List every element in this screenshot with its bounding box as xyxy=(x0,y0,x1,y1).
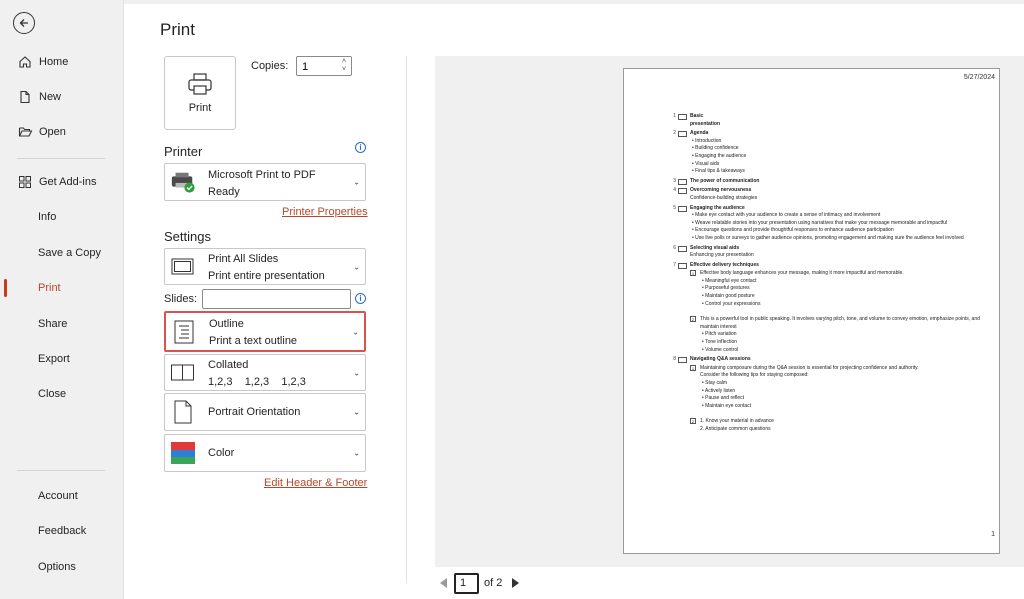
outline-bullet: • Final tips & takeaways xyxy=(690,168,988,176)
chevron-down-icon: ⌄ xyxy=(353,407,360,417)
slides-input[interactable] xyxy=(203,291,348,309)
current-page-input[interactable]: 1 xyxy=(454,573,479,594)
slide-number: 3 xyxy=(673,177,676,184)
placeholder-number: 2 xyxy=(691,317,695,323)
edit-header-footer-link[interactable]: Edit Header & Footer xyxy=(264,477,368,489)
outline-bullet: • Use live polls or surveys to gather audience opinions, promoting engagement and making sure the audience feel involved xyxy=(690,235,988,243)
slide-title: Engaging the audience xyxy=(690,204,745,211)
previous-page-icon[interactable] xyxy=(440,578,447,588)
outline-slide xyxy=(668,113,988,128)
outline-bullet: • Make eye contact with your audience to create a sense of intimacy and involvement xyxy=(690,212,988,220)
slide-thumbnail-icon xyxy=(678,114,687,120)
copies-spin-buttons[interactable] xyxy=(339,58,349,74)
next-page-icon[interactable] xyxy=(512,578,519,588)
slide-number: 4 xyxy=(673,187,676,194)
top-strip xyxy=(124,0,1024,4)
back-button[interactable] xyxy=(13,12,35,34)
print-button[interactable] xyxy=(164,56,236,130)
outline-bullet: • Pitch variation xyxy=(700,331,988,339)
slide-thumbnail-icon xyxy=(678,357,687,363)
chevron-down-icon: ⌄ xyxy=(353,368,360,377)
slides-field[interactable] xyxy=(202,289,351,309)
outline-bullet: • Stay calm xyxy=(700,380,988,388)
slide-number: 6 xyxy=(673,244,676,251)
outline-line: Maintaining composure during the Q&A session is essential for projecting confidence and authority. xyxy=(700,364,919,371)
outline-placeholder xyxy=(690,365,988,411)
chevron-down-icon: ⌄ xyxy=(352,327,359,336)
portrait-page-icon xyxy=(170,398,196,426)
outline-gap xyxy=(690,308,988,315)
placeholder-number: 2 xyxy=(691,419,695,425)
slide-title: Navigating Q&A sessions xyxy=(690,356,751,363)
folder-open-icon xyxy=(17,124,33,140)
slide-number: 7 xyxy=(673,261,676,268)
outline-slide xyxy=(668,178,988,186)
print-preview-pane xyxy=(435,56,1024,567)
printer-properties-link[interactable]: Printer Properties xyxy=(282,206,368,218)
settings-heading: Settings xyxy=(164,229,211,244)
nav-share[interactable]: Share xyxy=(38,318,68,330)
copies-stepper[interactable] xyxy=(296,56,352,76)
orientation-dropdown[interactable]: Portrait Orientation ⌄ xyxy=(164,393,366,431)
slide-title: Selecting visual aids xyxy=(690,244,740,251)
panel-divider xyxy=(406,56,407,583)
backstage-nav xyxy=(0,0,124,599)
outline-bullet: • Visual aids xyxy=(690,161,988,169)
info-icon[interactable]: i xyxy=(355,293,366,304)
outline-slide xyxy=(668,245,988,260)
outline-bullet: • Maintain good posture xyxy=(700,293,988,301)
slide-thumbnail-icon xyxy=(678,263,687,269)
outline-gap xyxy=(690,410,988,417)
slide-number: 5 xyxy=(673,204,676,211)
back-arrow-icon xyxy=(18,17,30,29)
outline-content xyxy=(668,113,988,436)
nav-home[interactable]: Home xyxy=(0,47,124,77)
printer-heading: Printer xyxy=(164,144,203,159)
slide-title: Agenda xyxy=(690,130,709,137)
outline-line: Effective body language enhances your message, making it more impactful and memorable. xyxy=(700,270,904,277)
nav-get-add-ins[interactable]: Get Add-ins xyxy=(0,167,124,197)
page-date: 5/27/2024 xyxy=(963,74,995,81)
outline-slide xyxy=(668,262,988,355)
nav-feedback[interactable]: Feedback xyxy=(38,525,87,537)
slide-number: 2 xyxy=(673,130,676,137)
printer-ready-icon xyxy=(170,168,196,196)
outline-bullet: • Pause and reflect xyxy=(700,395,988,403)
new-document-icon xyxy=(17,89,33,105)
outline-bullet: • Purposeful gestures xyxy=(700,285,988,293)
placeholder-number: 1 xyxy=(691,365,695,371)
nav-open[interactable]: Open xyxy=(0,117,124,147)
page-count-label: of 2 xyxy=(484,577,503,589)
nav-separator xyxy=(17,470,105,471)
outline-bullet: • Weave relatable stories into your presentation using narratives that make your message memorable and impactful xyxy=(690,220,988,228)
chevron-down-icon: ⌄ xyxy=(353,262,360,271)
slides-stack-icon xyxy=(170,253,196,281)
page-navigator xyxy=(435,572,519,594)
outline-placeholder xyxy=(690,418,988,433)
copies-label: Copies: xyxy=(251,60,289,72)
outline-bullet: • Engaging the audience xyxy=(690,153,988,161)
outline-line: This is a powerful tool in public speaking. It involves varying pitch, tone, and volume to convey emotion, emphasize points, and maintain interest xyxy=(700,316,980,330)
outline-slide xyxy=(668,130,988,176)
outline-line: 2. Anticipate common questions xyxy=(700,425,771,432)
preview-page xyxy=(623,68,1000,554)
print-layout-dropdown[interactable]: Outline Print a text outline ⌄ xyxy=(164,311,366,352)
page-title: Print xyxy=(160,20,195,39)
color-swatch-icon xyxy=(170,439,196,467)
outline-bullet: • Tone inflection xyxy=(700,339,988,347)
slide-title: The power of communication xyxy=(690,177,760,184)
page-number: 1 xyxy=(991,531,995,538)
printer-icon xyxy=(187,72,213,96)
slide-title: Basic xyxy=(690,113,704,119)
nav-options[interactable]: Options xyxy=(38,561,76,573)
chevron-down-icon[interactable]: ˅ xyxy=(341,66,347,73)
outline-line: Confidence-building strategies xyxy=(690,194,758,201)
outline-bullet: • Actively listen xyxy=(700,388,988,396)
outline-bullet: • Encourage questions and provide thoughtful responses to enhance audience participation xyxy=(690,227,988,235)
slide-thumbnail-icon xyxy=(678,131,687,137)
slide-thumbnail-icon xyxy=(678,188,687,194)
outline-line: Consider the following tips for staying composed: xyxy=(700,372,809,379)
nav-separator xyxy=(17,158,105,159)
collated-icon xyxy=(170,359,196,387)
printer-dropdown[interactable] xyxy=(164,163,366,201)
nav-print[interactable]: Print xyxy=(0,273,124,303)
collation-dropdown[interactable]: Collated 1,2,3 1,2,3 1,2,3 ⌄ xyxy=(164,354,366,391)
placeholder-number: 1 xyxy=(691,271,695,277)
chevron-down-icon: ⌄ xyxy=(353,177,360,187)
grid-icon xyxy=(17,174,33,190)
chevron-down-icon: ⌄ xyxy=(353,448,360,458)
outline-bullet: • Building confidence xyxy=(690,145,988,153)
print-button-label: Print xyxy=(188,102,212,114)
printer-status: Ready xyxy=(208,186,240,198)
print-range-dropdown[interactable]: Print All Slides Print entire presentation ⌄ xyxy=(164,248,366,285)
slide-thumbnail-icon xyxy=(678,246,687,252)
outline-line: 1. Know your material in advance xyxy=(700,418,774,425)
nav-save-a-copy[interactable]: Save a Copy xyxy=(38,247,101,259)
chevron-up-icon[interactable]: ˄ xyxy=(341,58,347,65)
info-icon[interactable]: i xyxy=(355,142,366,153)
slide-title: Effective delivery techniques xyxy=(690,261,759,268)
nav-info[interactable]: Info xyxy=(38,211,57,223)
outline-bullet: • Volume control xyxy=(700,347,988,355)
outline-bullet: • Meaningful eye contact xyxy=(700,278,988,286)
slide-title: presentation xyxy=(690,120,721,127)
outline-placeholder xyxy=(690,316,988,354)
outline-slide xyxy=(668,187,988,202)
outline-bullet: • Introduction xyxy=(690,138,988,146)
slide-thumbnail-icon xyxy=(678,179,687,185)
printer-name: Microsoft Print to PDF xyxy=(208,169,316,181)
slide-thumbnail-icon xyxy=(678,206,687,212)
nav-export[interactable]: Export xyxy=(38,353,70,365)
slide-number: 8 xyxy=(673,356,676,363)
outline-icon xyxy=(171,318,197,346)
nav-new[interactable]: New xyxy=(0,82,124,112)
nav-close[interactable]: Close xyxy=(38,388,67,400)
nav-account[interactable]: Account xyxy=(38,490,78,502)
copies-input[interactable] xyxy=(297,58,335,76)
outline-bullet: • Control your expressions xyxy=(700,301,988,309)
outline-slide xyxy=(668,205,988,243)
outline-bullet: • Maintain eye contact xyxy=(700,403,988,411)
outline-placeholder xyxy=(690,270,988,308)
home-icon xyxy=(17,54,33,70)
color-dropdown[interactable]: Color ⌄ xyxy=(164,434,366,472)
slide-title: Overcoming nervousness xyxy=(690,187,752,194)
slides-label: Slides: xyxy=(164,293,198,305)
outline-line: Enhancing your presentation xyxy=(690,252,754,259)
outline-slide xyxy=(668,356,988,433)
slide-number: 1 xyxy=(673,113,676,119)
